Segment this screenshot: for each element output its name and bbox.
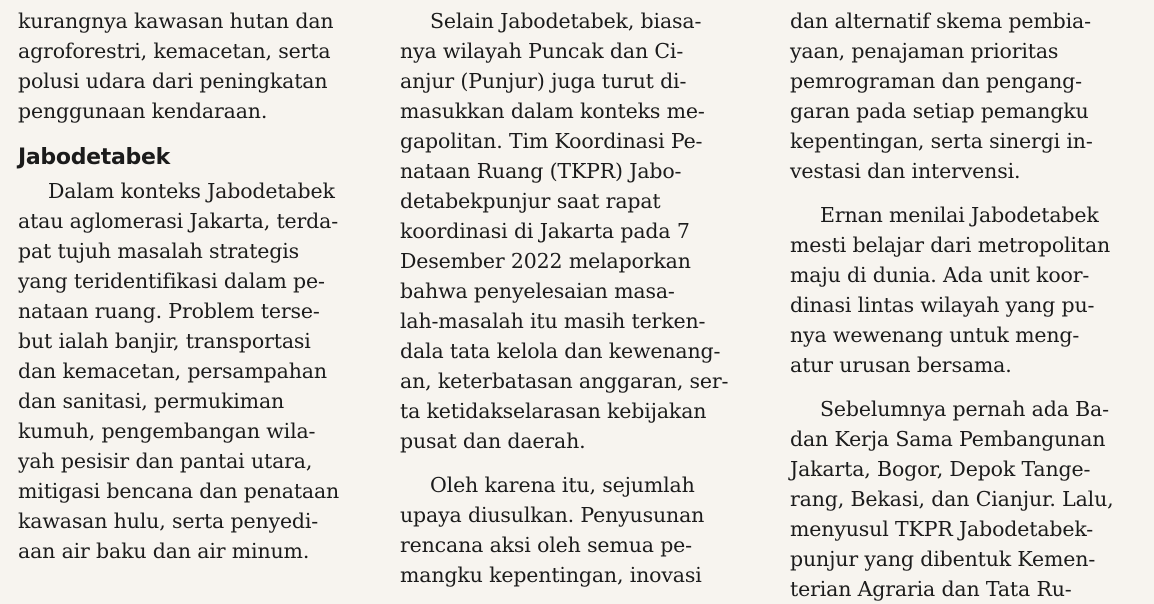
text-line: vestasi dan intervensi. [790,159,1021,183]
section-heading: Jabodetabek [18,145,170,170]
text-line: kawasan hulu, serta penyedi- [18,509,319,533]
article-column-1 [18,6,368,566]
text-line: ta ketidakselarasan kebijakan [400,399,707,423]
text-line: yah pesisir dan pantai utara, [18,449,313,473]
text-line: dala tata kelola dan kewenang- [400,339,721,363]
text-line: maju di dunia. Ada unit koor- [790,263,1090,287]
paragraph [790,6,1145,186]
text-line: menyusul TKPR Jabodetabek- [790,517,1094,541]
text-line: Selain Jabodetabek, biasa- [430,9,702,33]
text-line: Desember 2022 melaporkan [400,249,691,273]
text-line: nataan Ruang (TKPR) Jabo- [400,159,682,183]
text-line: Sebelumnya pernah ada Ba- [820,397,1109,421]
text-line: kepentingan, serta sinergi in- [790,129,1093,153]
paragraph-gap [400,456,740,470]
text-line: mitigasi bencana dan penataan [18,479,340,503]
text-line: upaya diusulkan. Penyusunan [400,503,705,527]
paragraph-gap [790,186,1145,200]
text-line: lah-masalah itu masih terken- [400,309,706,333]
text-line: pat tujuh masalah strategis [18,239,300,263]
text-line: nataan ruang. Problem terse- [18,299,320,323]
text-line: rang, Bekasi, dan Cianjur. Lalu, [790,487,1114,511]
text-line: yaan, penajaman prioritas [790,39,1059,63]
text-line: terian Agraria dan Tata Ru- [790,577,1072,601]
text-line: dan alternatif skema pembia- [790,9,1091,33]
paragraph [400,6,740,456]
text-line: penggunaan kendaraan. [18,99,268,123]
text-line: Ernan menilai Jabodetabek [820,203,1099,227]
text-line: detabekpunjur saat rapat [400,189,661,213]
text-line: dan sanitasi, permukiman [18,389,285,413]
text-line: Dalam konteks Jabodetabek [48,179,335,203]
paragraph [790,394,1145,604]
paragraph [18,6,368,126]
text-line: dinasi lintas wilayah yang pu- [790,293,1095,317]
text-line: Oleh karena itu, sejumlah [430,473,695,497]
text-line: mesti belajar dari metropolitan [790,233,1111,257]
text-line: yang teridentifikasi dalam pe- [18,269,325,293]
text-line: nya wilayah Puncak dan Ci- [400,39,684,63]
text-line: pusat dan daerah. [400,429,586,453]
text-line: gapolitan. Tim Koordinasi Pe- [400,129,703,153]
text-line: agroforestri, kemacetan, serta [18,39,331,63]
paragraph-gap [18,126,368,140]
text-line: rencana aksi oleh semua pe- [400,533,692,557]
paragraph [790,200,1145,380]
article-column-3 [790,6,1145,604]
text-line: mangku kepentingan, inovasi [400,563,702,587]
text-line: pemrograman dan pengang- [790,69,1082,93]
text-line: bahwa penyelesaian masa- [400,279,675,303]
text-line: dan Kerja Sama Pembangunan [790,427,1106,451]
text-line: aan air baku dan air minum. [18,539,310,563]
paragraph [400,470,740,590]
text-line: an, keterbatasan anggaran, ser- [400,369,729,393]
text-line: koordinasi di Jakarta pada 7 [400,219,690,243]
text-line: garan pada setiap pemangku [790,99,1089,123]
text-line: but ialah banjir, transportasi [18,329,311,353]
text-line: polusi udara dari peningkatan [18,69,328,93]
text-line: masukkan dalam konteks me- [400,99,705,123]
text-line: anjur (Punjur) juga turut di- [400,69,687,93]
paragraph-gap [790,380,1145,394]
article-column-2 [400,6,740,590]
text-line: kurangnya kawasan hutan dan [18,9,334,33]
text-line: dan kemacetan, persampahan [18,359,327,383]
paragraph [18,176,368,566]
text-line: atur urusan bersama. [790,353,1012,377]
text-line: kumuh, pengembangan wila- [18,419,316,443]
text-line: atau aglomerasi Jakarta, terda- [18,209,338,233]
text-line: Jakarta, Bogor, Depok Tange- [790,457,1091,481]
text-line: nya wewenang untuk meng- [790,323,1080,347]
text-line: punjur yang dibentuk Kemen- [790,547,1096,571]
